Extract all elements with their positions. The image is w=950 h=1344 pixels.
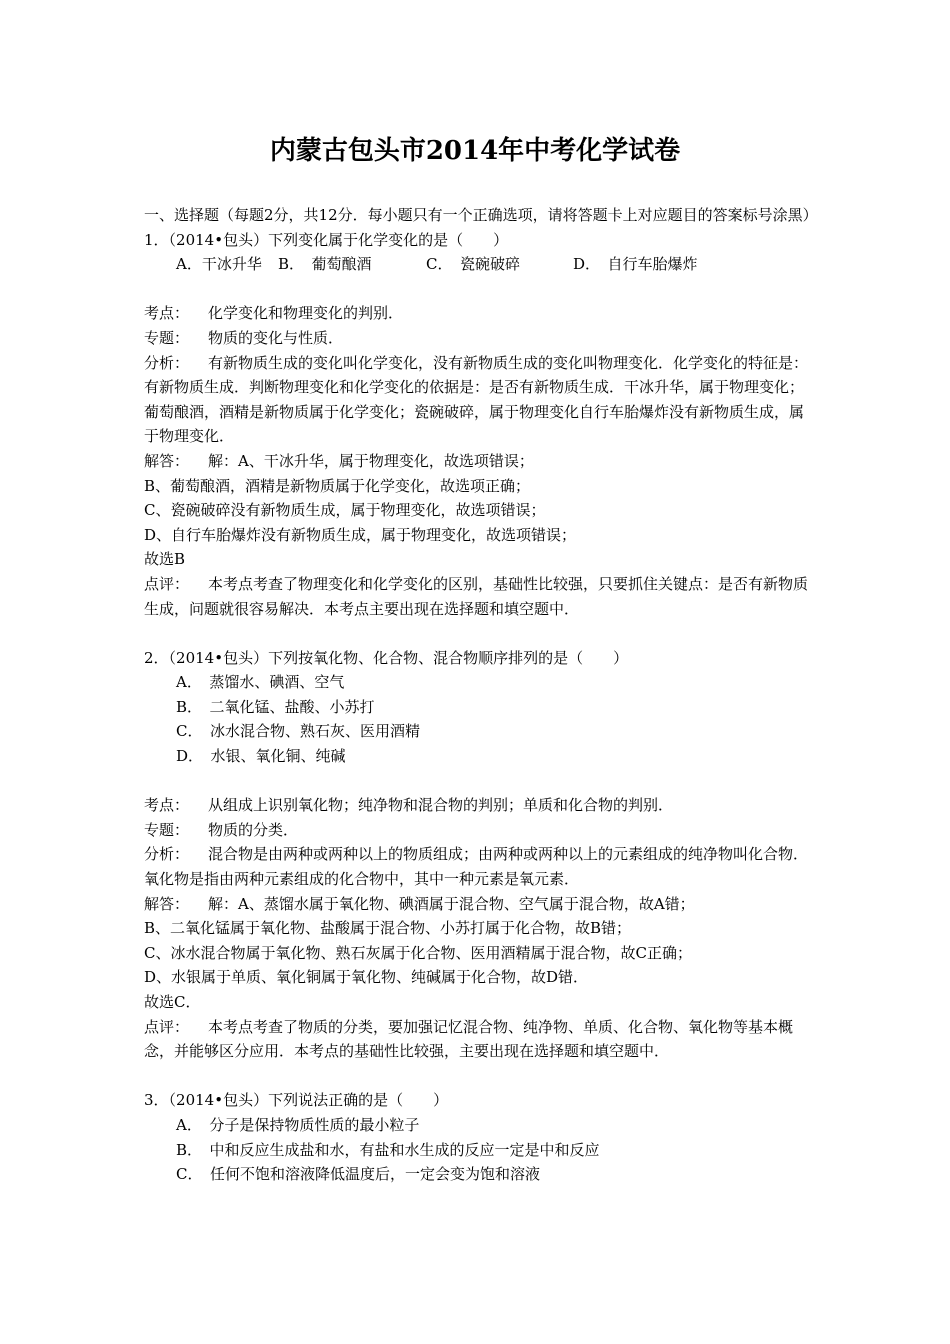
q2-option-c: C． 冰水混合物、熟石灰、医用酒精 (176, 722, 420, 741)
q1-jieda: 解答： 解：A、干冰升华，属于物理变化，故选项错误； (144, 451, 534, 470)
q3-option-b: B． 中和反应生成盐和水，有盐和水生成的反应一定是中和反应 (176, 1140, 600, 1159)
q2-jieda-c: C、冰水混合物属于氧化物、熟石灰属于化合物、医用酒精属于混合物，故C正确； (144, 943, 692, 962)
q1-jieda-b: B、葡萄酿酒，酒精是新物质属于化学变化，故选项正确； (144, 476, 531, 495)
q1-option-b: B． 葡萄酿酒 (278, 255, 372, 274)
q1-kaodian: 考点： 化学变化和物理变化的判别． (144, 304, 404, 323)
section-header: 一、选择题（每题2分，共12分．每小题只有一个正确选项，请将答题卡上对应题目的答案标号涂黑） (144, 206, 818, 224)
q1-option-c: C． 瓷碗破碎 (426, 255, 520, 274)
question-1-options (144, 252, 814, 277)
q1-option-a: A．干冰升华 (176, 255, 262, 274)
q2-fenxi: 分析： 混合物是由两种或两种以上的物质组成；由两种或两种以上的元素组成的纯净物叫化合物．氧化物是指由两种元素组成的化合物中，其中一种元素是氧元素． (144, 845, 809, 889)
q2-option-d: D． 水银、氧化铜、纯碱 (176, 747, 346, 766)
q1-jieda-d: D、自行车胎爆炸没有新物质生成，属于物理变化，故选项错误； (144, 525, 577, 544)
q1-option-d: D． 自行车胎爆炸 (573, 255, 698, 274)
q3-option-a: A． 分子是保持物质性质的最小粒子 (176, 1115, 420, 1134)
q2-zhuanti: 专题： 物质的分类． (144, 820, 299, 839)
question-2-stem: 2．（2014•包头）下列按氧化物、化合物、混合物顺序排列的是（ ） (144, 648, 629, 667)
question-3-stem: 3．（2014•包头）下列说法正确的是（ ） (144, 1091, 449, 1110)
q1-zhuanti: 专题： 物质的变化与性质． (144, 328, 344, 347)
document-body (144, 203, 818, 1187)
q2-jieda-b: B、二氧化锰属于氧化物、盐酸属于混合物、小苏打属于化合物，故B错； (144, 919, 632, 938)
q3-option-c: C． 任何不饱和溶液降低温度后，一定会变为饱和溶液 (176, 1165, 540, 1184)
q2-answer: 故选C． (144, 993, 201, 1011)
q1-answer: 故选B (144, 550, 186, 569)
question-1-stem: 1．（2014•包头）下列变化属于化学变化的是（ ） (144, 230, 509, 249)
q1-fenxi: 分析： 有新物质生成的变化叫化学变化，没有新物质生成的变化叫物理变化．化学变化的特征是：有新物质生成．判断物理变化和化学变化的依据是：是否有新物质生成．干冰升华，属于物理变化；葡萄酿酒，酒精是新物质属于化学变化；瓷碗破碎，属于物理变化自行车胎爆炸没有新物质生成，属于物理变化． (144, 353, 809, 446)
page-title: 内蒙古包头市2014年中考化学试卷 (269, 136, 681, 166)
q2-jieda-d: D、水银属于单质、氧化铜属于氧化物、纯碱属于化合物，故D错． (144, 968, 589, 987)
q2-kaodian: 考点： 从组成上识别氧化物；纯净物和混合物的判别；单质和化合物的判别． (144, 796, 674, 815)
q2-option-b: B． 二氧化锰、盐酸、小苏打 (176, 697, 375, 716)
q1-jieda-c: C、瓷碗破碎没有新物质生成，属于物理变化，故选项错误； (144, 501, 546, 520)
q1-dianping: 点评： 本考点考查了物理变化和化学变化的区别，基础性比较强，只要抓住关键点：是否有新物质生成，问题就很容易解决．本考点主要出现在选择题和填空题中． (144, 574, 809, 618)
q2-option-a: A． 蒸馏水、碘酒、空气 (176, 673, 345, 692)
q2-dianping: 点评： 本考点考查了物质的分类，要加强记忆混合物、纯净物、单质、化合物、氧化物等基本概念，并能够区分应用．本考点的基础性比较强，主要出现在选择题和填空题中． (144, 1017, 794, 1061)
q2-jieda: 解答： 解：A、蒸馏水属于氧化物、碘酒属于混合物、空气属于混合物，故A错； (144, 894, 695, 913)
